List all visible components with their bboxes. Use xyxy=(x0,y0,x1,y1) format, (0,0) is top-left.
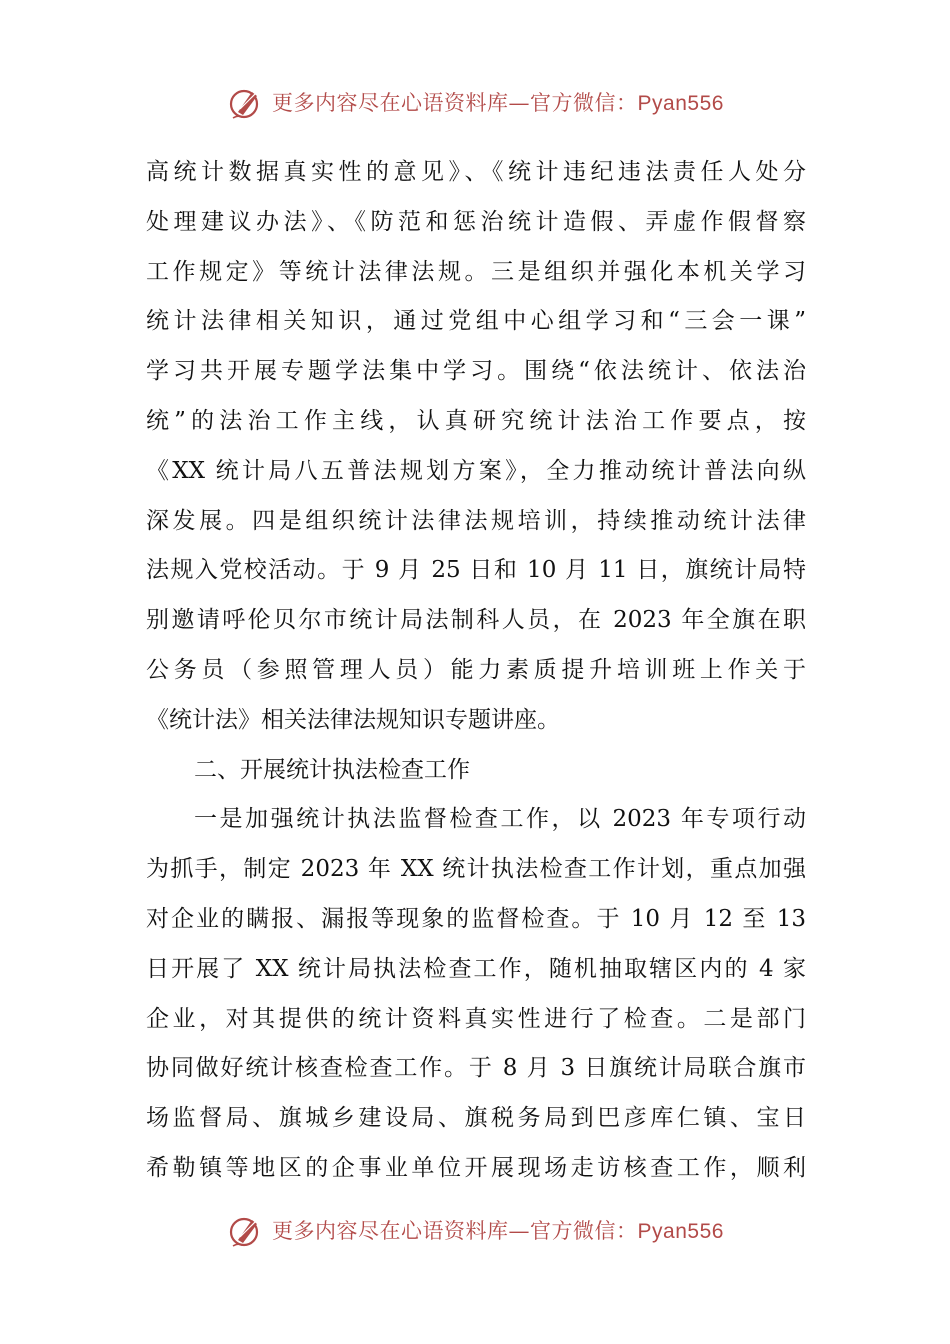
footer-banner xyxy=(0,1208,950,1252)
banner-text: 更多内容尽在心语资料库—官方微信：Pyan556 xyxy=(272,1219,724,1243)
body-line: 公务员（参照管理人员）能力素质提升培训班上作关于 xyxy=(146,656,806,683)
body-line: 学习共开展专题学法集中学习。围绕“依法统计、依法治 xyxy=(146,358,806,385)
body-line: 对企业的瞒报、漏报等现象的监督检查。于 10 月 12 至 13 xyxy=(146,905,806,932)
body-line: 企业，对其提供的统计资料真实性进行了检查。二是部门 xyxy=(146,1005,806,1032)
body-line: 协同做好统计核查检查工作。于 8 月 3 日旗统计局联合旗市 xyxy=(146,1055,806,1082)
body-line: 希勒镇等地区的企事业单位开展现场走访核查工作，顺利 xyxy=(146,1154,806,1181)
wechat-id: Pyan556 xyxy=(637,92,724,115)
body-line: 法规入党校活动。于 9 月 25 日和 10 月 11 日，旗统计局特 xyxy=(146,557,806,584)
body-line: 统”的法治工作主线，认真研究统计法治工作要点，按 xyxy=(146,407,806,434)
pen-nib-logo-icon xyxy=(226,82,266,122)
section-heading: 二、开展统计执法检查工作 xyxy=(194,756,470,783)
pen-nib-logo-icon xyxy=(226,1210,266,1250)
body-line: 别邀请呼伦贝尔市统计局法制科人员，在 2023 年全旗在职 xyxy=(146,607,806,634)
body-line: 一是加强统计执法监督检查工作，以 2023 年专项行动 xyxy=(194,806,806,833)
body-line: 为抓手，制定 2023 年 XX 统计执法检查工作计划，重点加强 xyxy=(146,856,806,883)
document-body xyxy=(146,148,806,1194)
body-line: 《统计法》相关法律法规知识专题讲座。 xyxy=(146,706,560,733)
body-line: 工作规定》等统计法律法规。三是组织并强化本机关学习 xyxy=(146,258,806,285)
body-line: 场监督局、旗城乡建设局、旗税务局到巴彦库仁镇、宝日 xyxy=(146,1105,806,1132)
body-line: 《XX 统计局八五普法规划方案》，全力推动统计普法向纵 xyxy=(146,457,806,484)
body-line: 高统计数据真实性的意见》、《统计违纪违法责任人处分 xyxy=(146,159,806,185)
body-line: 统计法律相关知识，通过党组中心组学习和“三会一课” xyxy=(146,308,806,335)
body-line: 处理建议办法》、《防范和惩治统计造假、弄虚作假督察 xyxy=(146,208,806,235)
header-banner xyxy=(0,80,950,124)
body-line: 日开展了 XX 统计局执法检查工作，随机抽取辖区内的 4 家 xyxy=(146,955,806,982)
body-line: 深发展。四是组织统计法律法规培训，持续推动统计法律 xyxy=(146,507,806,534)
wechat-id: Pyan556 xyxy=(637,1220,724,1243)
banner-text: 更多内容尽在心语资料库—官方微信：Pyan556 xyxy=(272,91,724,115)
